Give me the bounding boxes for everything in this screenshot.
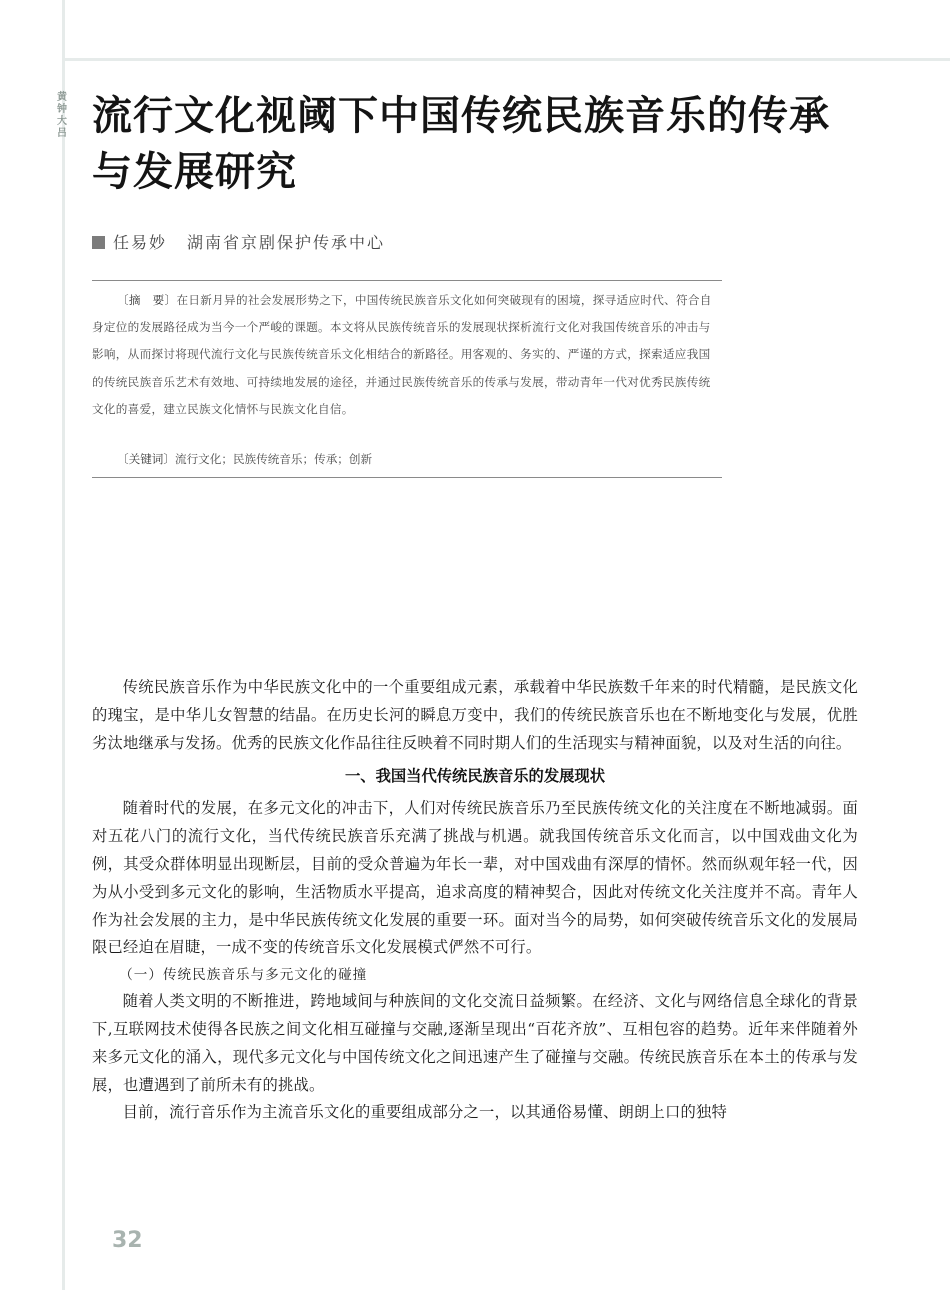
body-paragraph: 随着人类文明的不断推进，跨地域间与种族间的文化交流日益频繁。在经济、文化与网络信息全球化的背景下,互联网技术使得各民族之间文化相互碰撞与交融,逐渐呈现出“百花齐放”、互相包容的趋势。近年来伴随着外来多元文化的涌入，现代多元文化与中国传统文化之间迅速产生了碰撞与交融。传统民族音乐在本土的传承与发展，也遭遇到了前所未有的挑战。	[92, 992, 858, 1094]
keywords	[92, 447, 722, 471]
abstract-label: 〔摘 要〕	[117, 293, 177, 307]
abstract-text: 在日新月异的社会发展形势之下，中国传统民族音乐文化如何突破现有的困境，探寻适应时代、符合自身定位的发展路径成为当今一个严峻的课题。本文将从民族传统音乐的发展现状探析流行文化对我国传统音乐的冲击与影响，从而探讨将现代流行文化与民族传统音乐文化相结合的新路径。用客观的、务实的、严谨的方式，探索适应我国的传统民族音乐艺术有效地、可持续地发展的途径，并通过民族传统音乐的传承与发展，带动青年一代对优秀民族传统文化的喜爱，建立民族文化情怀与民族文化自信。	[92, 293, 712, 416]
section-heading: 一、我国当代传统民族音乐的发展现状	[344, 767, 606, 786]
author-affiliation: 湖南省京剧保护传承中心	[187, 233, 386, 252]
page-frame-vertical	[62, 0, 65, 1290]
intro-paragraph: 传统民族音乐作为中华民族文化中的一个重要组成元素，承载着中华民族数千年来的时代精髓，是民族文化的瑰宝，是中华儿女智慧的结晶。在历史长河的瞬息万变中，我们的传统民族音乐也在不断地变化与发展，优胜劣汰地继承与发扬。优秀的民族文化作品往往反映着不同时期人们的生活现实与精神面貌，以及对生活的向往。	[92, 678, 858, 752]
article-title: 流行文化视阈下中国传统民族音乐的传承与发展研究	[92, 92, 830, 195]
abstract-box	[92, 280, 722, 478]
column-label: 黄钟大吕	[57, 92, 67, 139]
page-number: 32	[112, 1228, 143, 1253]
abstract	[92, 287, 722, 423]
article-body	[92, 674, 858, 1127]
byline	[92, 230, 385, 253]
body-paragraph: 随着时代的发展，在多元文化的冲击下，人们对传统民族音乐乃至民族传统文化的关注度在不断地减弱。面对五花八门的流行文化，当代传统民族音乐充满了挑战与机遇。就我国传统音乐文化而言，以中国戏曲文化为例，其受众群体明显出现断层，目前的受众普遍为年长一辈，对中国戏曲有深厚的情怀。然而纵观年轻一代，因为从小受到多元文化的影响，生活物质水平提高，追求高度的精神契合，因此对传统文化关注度并不高。青年人作为社会发展的主力，是中华民族传统文化发展的重要一环。面对当今的局势，如何突破传统音乐文化的发展局限已经迫在眉睫，一成不变的传统音乐文化发展模式俨然不可行。	[92, 799, 858, 957]
subsection-heading: （一）传统民族音乐与多元文化的碰撞	[119, 967, 368, 984]
keywords-label: 〔关键词〕	[117, 452, 175, 466]
author-name: 任易妙	[113, 233, 168, 252]
square-bullet-icon	[92, 236, 105, 249]
keywords-text: 流行文化；民族传统音乐；传承；创新	[174, 452, 373, 466]
page-frame-horizontal	[62, 58, 950, 61]
body-paragraph: 目前，流行音乐作为主流音乐文化的重要组成部分之一，以其通俗易懂、朗朗上口的独特	[122, 1103, 727, 1122]
